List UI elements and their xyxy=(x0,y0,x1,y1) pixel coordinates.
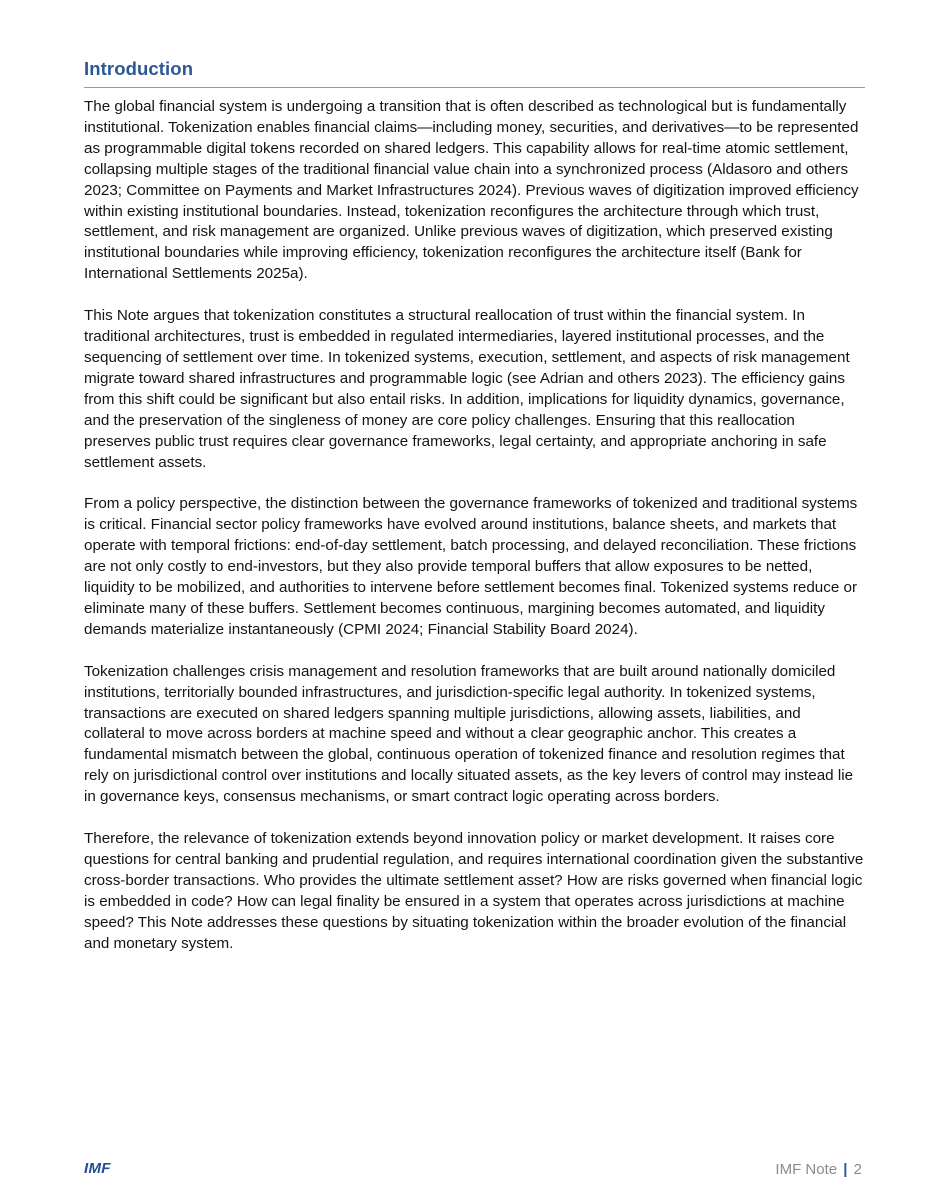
section-heading: Introduction xyxy=(84,58,194,79)
imf-logo: IMF xyxy=(84,1160,111,1177)
paragraph-2: This Note argues that tokenization constitutes a structural reallocation of trust within the financial system. In traditional architectures, trust is embedded in regulated intermediaries, layered institutional processes, and the sequencing of settlement over time. In tokenized systems, execution, settlement, and aspects of risk management migrate toward shared infrastructures and programmable logic (see Adrian and others 2023). The efficiency gains from this shift could be significant but also entail risks. In addition, implications for liquidity dynamics, governance, and the preservation of the singleness of money are core policy challenges. Ensuring that this reallocation preserves public trust requires clear governance frameworks, legal certainty, and appropriate anchoring in safe settlement assets. xyxy=(84,307,850,471)
page-footer xyxy=(775,1161,862,1178)
heading-divider xyxy=(84,87,865,88)
footer-note-label: IMF Note xyxy=(775,1161,838,1178)
paragraph-4: Tokenization challenges crisis management and resolution frameworks that are built around nationally domiciled institutions, territorially bounded infrastructures, and jurisdiction-specific legal authority. In tokenized systems, transactions are executed on shared ledgers spanning multiple jurisdictions, allowing assets, liabilities, and collateral to move across borders at machine speed and without a clear geographic anchor. This creates a fundamental mismatch between the global, continuous operation of tokenized finance and resolution regimes that rely on jurisdictional control over institutions and locally situated assets, as the key levers of control may instead lie in governance keys, consensus mechanisms, or smart contract logic operating across borders. xyxy=(84,662,854,806)
paragraph-5: Therefore, the relevance of tokenization extends beyond innovation policy or market development. It raises core questions for central banking and prudential regulation, and requires international coordination given the substantive cross-border transactions. Who provides the ultimate settlement asset? How are risks governed when financial logic is embedded in code? How can legal finality be ensured in a system that operates across jurisdictions at machine speed? This Note addresses these questions by situating tokenization within the broader evolution of the financial and monetary system. xyxy=(84,830,864,952)
body-text xyxy=(84,97,864,976)
paragraph-3: From a policy perspective, the distinction between the governance frameworks of tokenized and traditional systems is critical. Financial sector policy frameworks have evolved around institutions, balance sheets, and markets that operate with temporal frictions: end-of-day settlement, batch processing, and delayed reconciliation. These frictions are not only costly to end-investors, but they also provide temporal buffers that allow exposures to be netted, liquidity to be mobilized, and authorities to intervene before settlement becomes final. Tokenized systems reduce or eliminate many of these buffers. Settlement becomes continuous, margining becomes automated, and liquidity demands materialize instantaneously (CPMI 2024; Financial Stability Board 2024). xyxy=(84,495,858,638)
paragraph-1: The global financial system is undergoing a transition that is often described as technological but is fundamentally institutional. Tokenization enables financial claims—including money, securities, and derivatives—to be represented as programmable digital tokens recorded on shared ledgers. This capability allows for real-time atomic settlement, collapsing multiple stages of the traditional financial value chain into a synchronized process (Aldasoro and others 2023; Committee on Payments and Market Infrastructures 2024). Previous waves of digitization improved efficiency within existing institutional boundaries. Instead, tokenization reconfigures the architecture through which trust, settlement, and risk management are organized. Unlike previous waves of digitization, which preserved existing institutional boundaries while improving efficiency, tokenization reconfigures the architecture itself (Bank for International Settlements 2025a). xyxy=(84,98,859,283)
footer-separator: | xyxy=(843,1161,848,1178)
page-number: 2 xyxy=(853,1161,862,1178)
